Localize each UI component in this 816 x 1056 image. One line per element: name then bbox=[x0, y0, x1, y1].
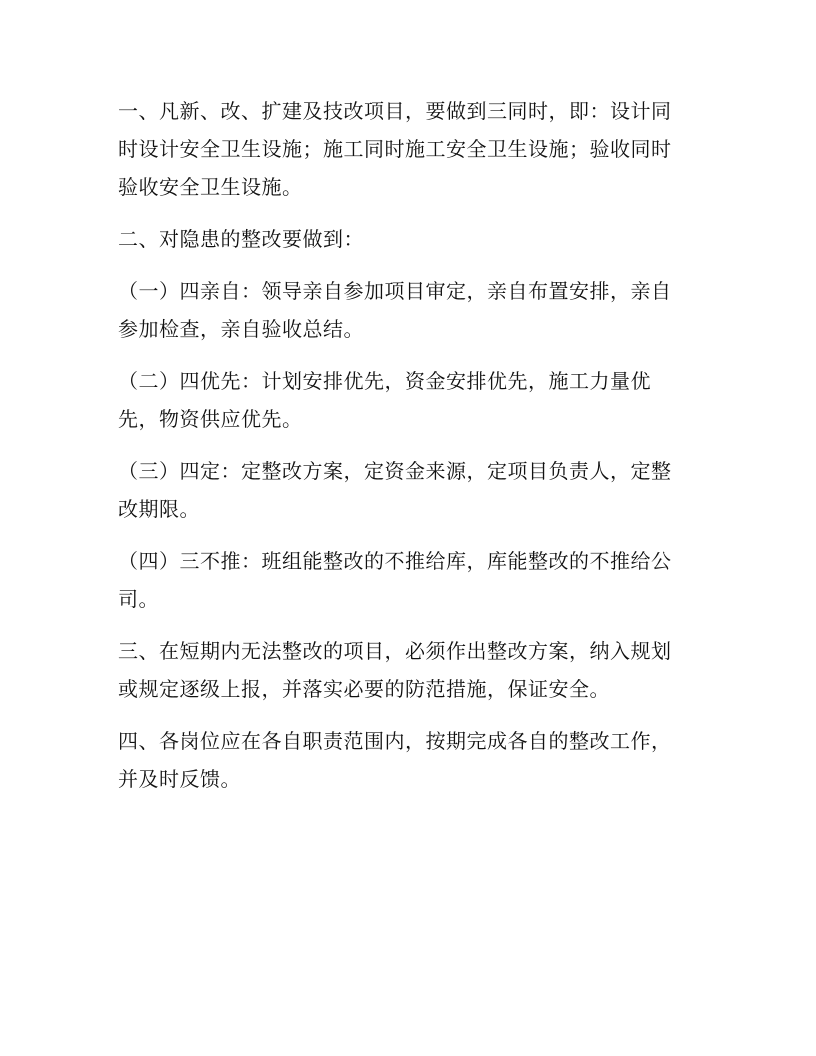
paragraph-three-no-push: （四）三不推：班组能整改的不推给库，库能整改的不推给公 司。 bbox=[118, 549, 672, 611]
paragraph-four-fixed: （三）四定：定整改方案，定资金来源，定项目负责人，定整 改期限。 bbox=[118, 459, 672, 521]
document-body bbox=[118, 92, 702, 812]
paragraph-hazard-rectification-heading: 二、对隐患的整改要做到： bbox=[118, 227, 364, 251]
paragraph-four-priorities: （二）四优先：计划安排优先，资金安排优先，施工力量优 先，物资供应优先。 bbox=[118, 369, 651, 431]
paragraph-four-personal: （一）四亲自：领导亲自参加项目审定，亲自布置安排，亲自 参加检查，亲自验收总结。 bbox=[118, 279, 672, 341]
paragraph-short-term-projects: 三、在短期内无法整改的项目，必须作出整改方案，纳入规划 或规定逐级上报，并落实必要的防范措施，保证安全。 bbox=[118, 639, 672, 701]
paragraph-three-simultaneities: 一、凡新、改、扩建及技改项目，要做到三同时，即：设计同 时设计安全卫生设施；施工同时施工安全卫生设施；验收同时 验收安全卫生设施。 bbox=[118, 99, 672, 199]
paragraph-post-responsibilities: 四、各岗位应在各自职责范围内，按期完成各自的整改工作， 并及时反馈。 bbox=[118, 729, 672, 791]
